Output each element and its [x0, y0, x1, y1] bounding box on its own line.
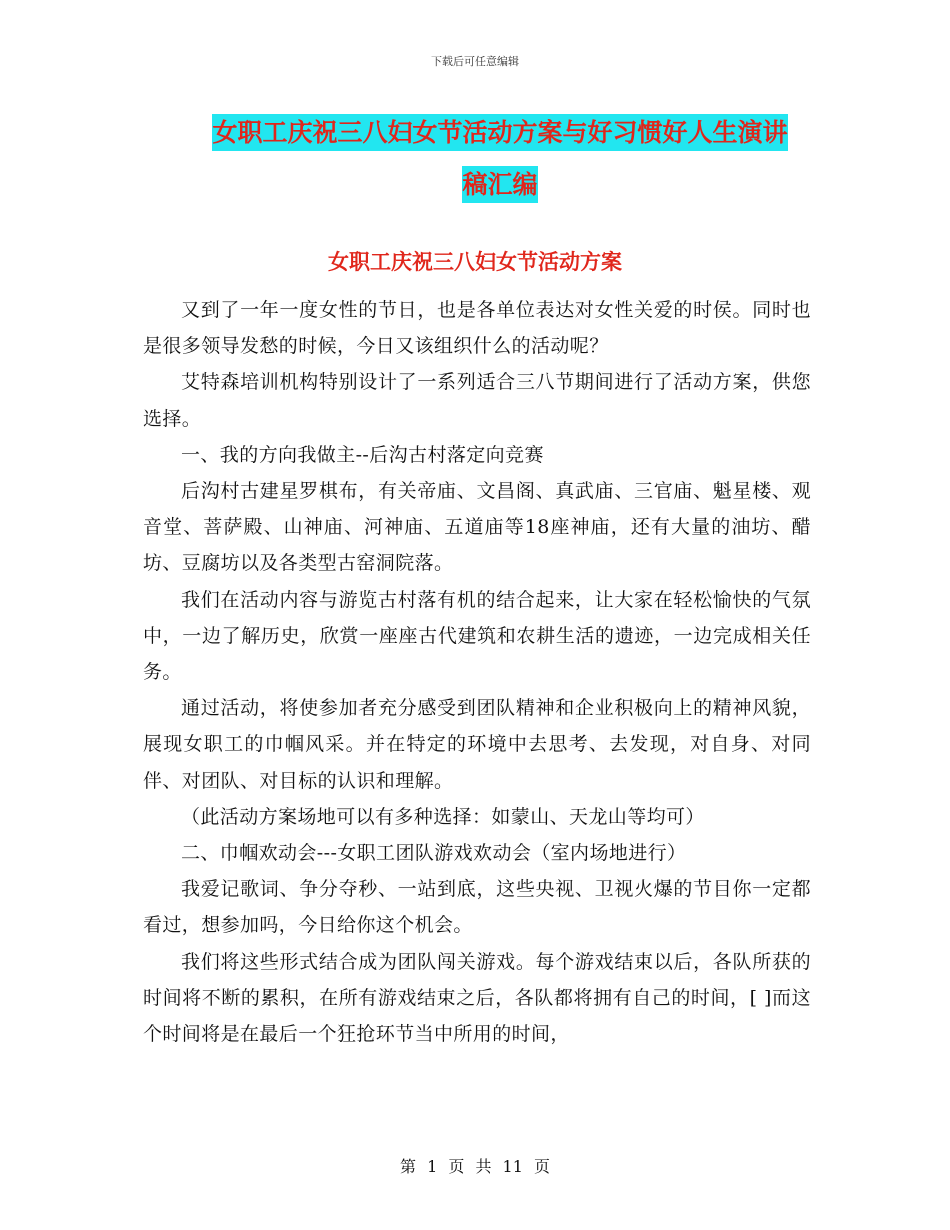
document-title — [140, 107, 860, 211]
paragraph: 又到了一年一度女性的节日，也是各单位表达对女性关爱的时侯。同时也是很多领导发愁的时候，今日又该组织什么的活动呢？ — [143, 299, 811, 358]
paragraph: 我们在活动内容与游览古村落有机的结合起来，让大家在轻松愉快的气氛中，一边了解历史，欣赏一座座古代建筑和农耕生活的遗迹，一边完成相关任务。 — [143, 588, 811, 684]
title-line-2: 稿汇编 — [462, 166, 537, 203]
title-line-1: 女职工庆祝三八妇女节活动方案与好习惯好人生演讲 — [212, 114, 787, 151]
paragraph: 艾特森培训机构特别设计了一系列适合三八节期间进行了活动方案，供您选择。 — [143, 371, 811, 430]
paragraph: 我爱记歌词、争分夺秒、一站到底，这些央视、卫视火爆的节目你一定都看过，想参加吗，今日给你这个机会。 — [143, 878, 811, 937]
paragraph-heading: 一、我的方向我做主--后沟古村落定向竞赛 — [181, 443, 544, 466]
paragraph: 后沟村古建星罗棋布，有关帝庙、文昌阁、真武庙、三官庙、魁星楼、观音堂、菩萨殿、山神庙、河神庙、五道庙等18座神庙，还有大量的油坊、醋坊、豆腐坊以及各类型古窑洞院落。 — [143, 480, 811, 575]
section-title: 女职工庆祝三八妇女节活动方案 — [328, 250, 622, 274]
page-header-note: 下载后可任意编辑 — [431, 55, 519, 68]
paragraph-heading: 二、巾帼欢动会---女职工团队游戏欢动会（室内场地进行） — [181, 842, 687, 865]
paragraph: （此活动方案场地可以有多种选择：如蒙山、天龙山等均可） — [181, 805, 705, 828]
page-footer: 第 1 页 共 11 页 — [400, 1157, 550, 1176]
paragraph: 通过活动，将使参加者充分感受到团队精神和企业积极向上的精神风貌，展现女职工的巾帼风采。并在特定的环境中去思考、去发现，对自身、对同伴、对团队、对目标的认识和理解。 — [143, 697, 811, 792]
document-body — [143, 292, 811, 1052]
paragraph: 我们将这些形式结合成为团队闯关游戏。每个游戏结束以后，各队所获的时间将不断的累积，在所有游戏结束之后，各队都将拥有自己的时间，[ ]而这个时间将是在最后一个狂抢环节当中所用的时间， — [143, 950, 811, 1046]
